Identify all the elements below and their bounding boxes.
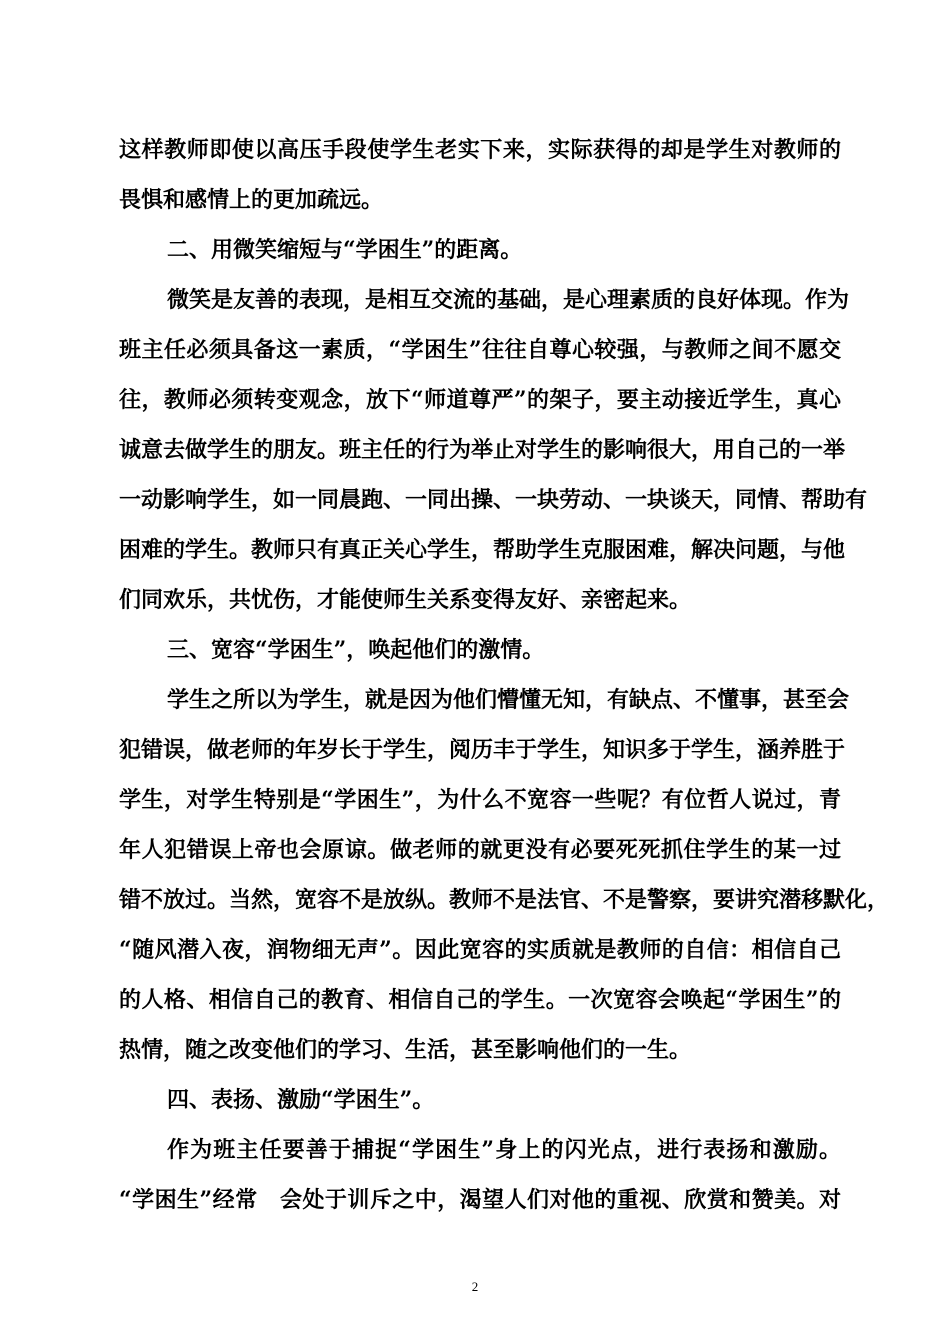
text-line: 错不放过。当然，宽容不是放纵。教师不是法官、不是警察，要讲究潜移默化， [119,887,890,913]
text-line: “随风潜入夜，润物细无声”。因此宽容的实质就是教师的自信：相信自己 [119,937,841,963]
text-line: 这样教师即使以高压手段使学生老实下来，实际获得的却是学生对教师的 [119,137,841,163]
text-line: 热情，随之改变他们的学习、生活，甚至影响他们的一生。 [119,1037,692,1063]
section-heading: 三、宽容“学困生”，唤起他们的激情。 [167,637,545,663]
text-line: 学生，对学生特别是“学困生”，为什么不宽容一些呢？有位哲人说过，青 [119,787,841,813]
text-line: 往，教师必须转变观念，放下“师道尊严”的架子，要主动接近学生，真心 [119,387,841,413]
text-line: 畏惧和感情上的更加疏远。 [119,187,384,213]
text-line: 班主任必须具备这一素质，“学困生”往往自尊心较强，与教师之间不愿交 [119,337,841,363]
page-number: 2 [471,1279,479,1294]
text-line: 学生之所以为学生，就是因为他们懵懂无知，有缺点、不懂事，甚至会 [167,687,850,713]
section-heading: 二、用微笑缩短与“学困生”的距离。 [167,237,523,263]
text-line: 作为班主任要善于捕捉“学困生”身上的闪光点，进行表扬和激励。 [167,1137,841,1163]
text-line: “学困生”经常 会处于训斥之中，渴望人们对他的重视、欣赏和赞美。对 [119,1187,841,1213]
text-line: 微笑是友善的表现，是相互交流的基础，是心理素质的良好体现。作为 [167,287,850,313]
text-line: 犯错误，做老师的年岁长于学生，阅历丰于学生，知识多于学生，涵养胜于 [119,737,846,763]
section-heading: 四、表扬、激励“学困生”。 [167,1087,435,1113]
text-line: 诚意去做学生的朋友。班主任的行为举止对学生的影响很大，用自己的一举 [119,437,846,463]
text-line: 们同欢乐，共忧伤，才能使师生关系变得友好、亲密起来。 [119,587,692,613]
text-line: 一动影响学生，如一同晨跑、一同出操、一块劳动、一块谈天，同情、帮助有 [119,487,868,513]
text-line: 的人格、相信自己的教育、相信自己的学生。一次宽容会唤起“学困生”的 [119,987,841,1013]
text-line: 年人犯错误上帝也会原谅。做老师的就更没有必要死死抓住学生的某一过 [119,837,841,863]
text-line: 困难的学生。教师只有真正关心学生，帮助学生克服困难，解决问题，与他 [119,537,846,563]
